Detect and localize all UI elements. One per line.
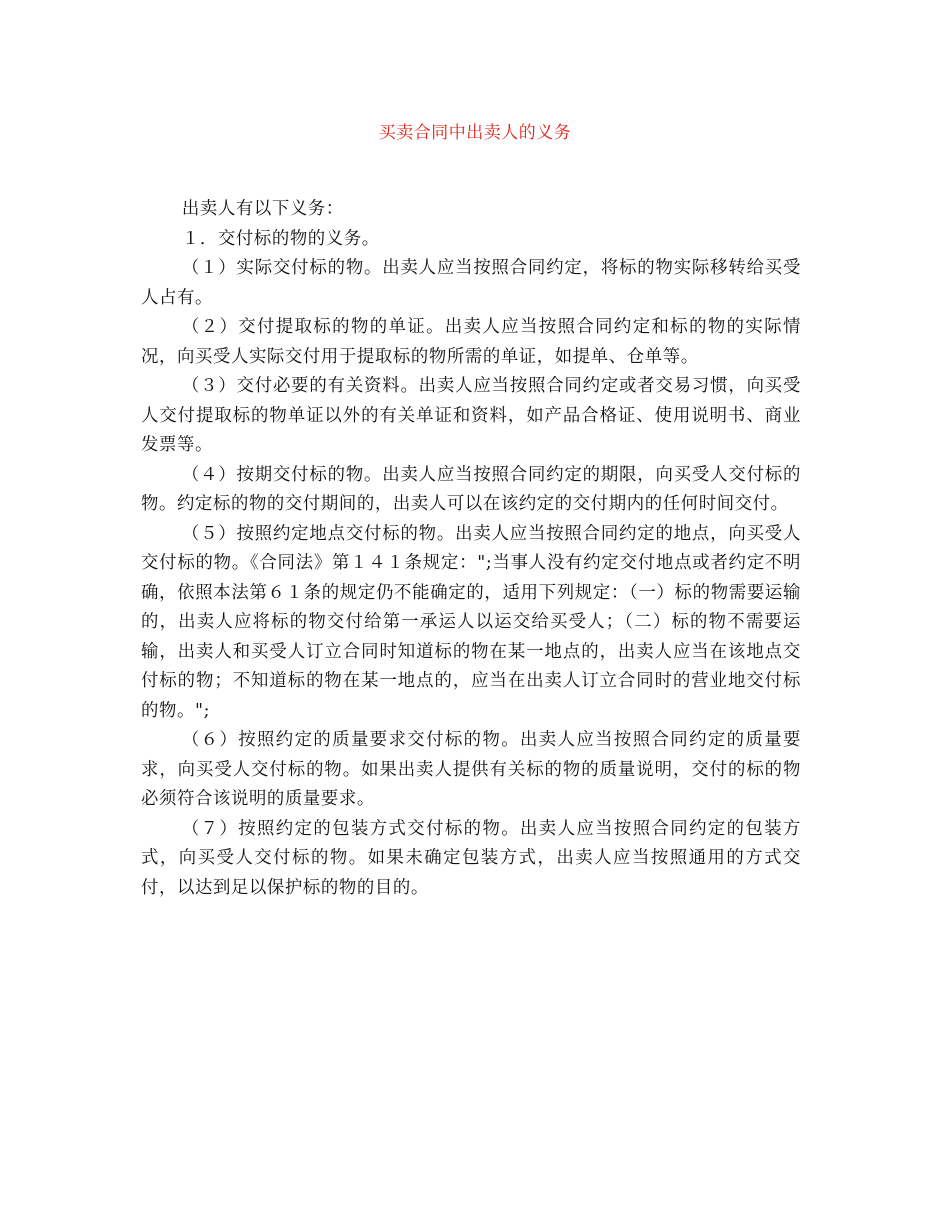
paragraph-item-3: （３）交付必要的有关资料。出卖人应当按照合同约定或者交易习惯，向买受人交付提取标的物单证以外的有关单证和资料，如产品合格证、使用说明书、商业发票等。 — [141, 376, 801, 455]
paragraph-item-1: （１）实际交付标的物。出卖人应当按照合同约定，将标的物实际移转给买受人占有。 — [141, 258, 801, 308]
paragraph-item-7: （７）按照约定的包装方式交付标的物。出卖人应当按照合同约定的包装方式，向买受人交付标的物。如果未确定包装方式，出卖人应当按照通用的方式交付，以达到足以保护标的物的目的。 — [141, 818, 801, 898]
paragraph-item-2: （２）交付提取标的物的单证。出卖人应当按照合同约定和标的物的实际情况，向买受人实际交付用于提取标的物所需的单证，如提单、仓单等。 — [141, 317, 801, 367]
paragraph-item-6: （６）按照约定的质量要求交付标的物。出卖人应当按照合同约定的质量要求，向买受人交付标的物。如果出卖人提供有关标的物的质量说明，交付的标的物必须符合该说明的质量要求。 — [141, 730, 801, 809]
paragraph-item-5: （５）按照约定地点交付标的物。出卖人应当按照合同约定的地点，向买受人交付标的物。《合同法》第１４１条规定：";当事人没有约定交付地点或者约定不明确，依照本法第６１条的规定仍不能确定的，适用下列规定：（一）标的物需要运输的，出卖人应将标的物交付给第一承运人以运交给买受人；（二）标的物不需要运输，出卖人和买受人订立合同时知道标的物在某一地点的，出卖人应当在该地点交付标的物；不知道标的物在某一地点的，应当在出卖人订立合同时的营业地交付标的物。"; — [141, 523, 801, 721]
paragraph-item-4: （４）按期交付标的物。出卖人应当按照合同约定的期限，向买受人交付标的物。约定标的物的交付期间的，出卖人可以在该约定的交付期内的任何时间交付。 — [141, 464, 801, 514]
document-body — [141, 195, 801, 903]
document-title: 买卖合同中出卖人的义务 — [378, 123, 572, 143]
paragraph-intro: 出卖人有以下义务： — [181, 199, 344, 219]
paragraph-section-1-heading: １．交付标的物的义务。 — [181, 228, 380, 249]
